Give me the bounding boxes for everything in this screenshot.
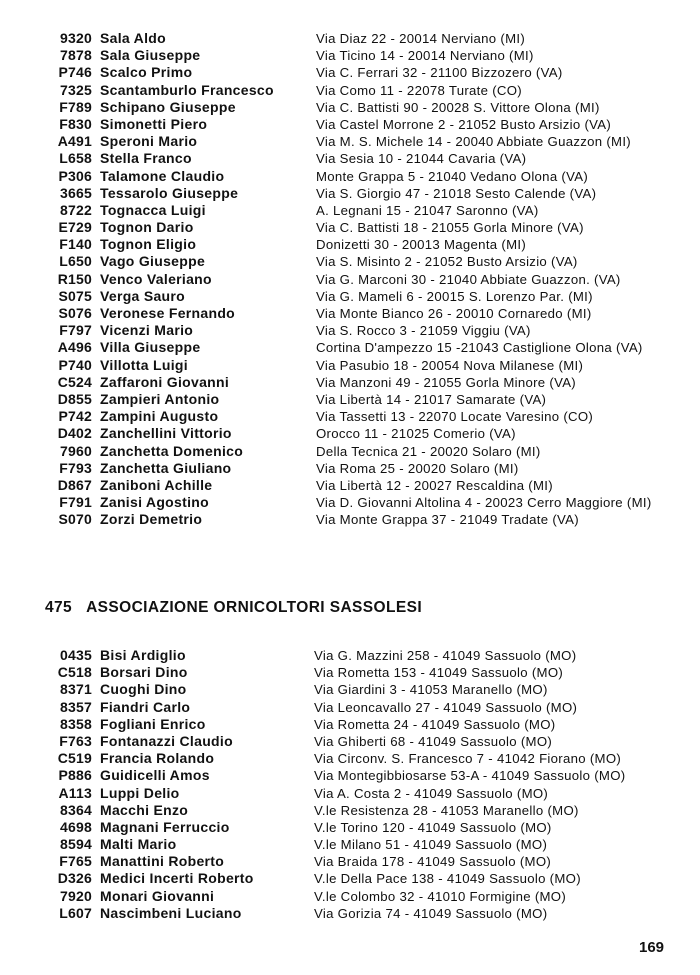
member-name: Verga Sauro: [100, 287, 186, 304]
member-name: Fogliani Enrico: [100, 715, 206, 732]
member-code: P306: [58, 167, 92, 184]
member-code: 8722: [60, 201, 92, 218]
member-address: V.le Torino 120 - 41049 Sassuolo (MO): [314, 819, 552, 835]
list-item: [0, 785, 700, 802]
member-code: A491: [57, 133, 92, 150]
member-code: C524: [57, 373, 92, 390]
member-address: Via M. S. Michele 14 - 20040 Abbiate Guazzon (MI): [316, 134, 631, 150]
list-item: [0, 185, 700, 202]
member-code: 8594: [60, 836, 92, 853]
member-code: F763: [59, 732, 92, 749]
list-item: [0, 374, 700, 391]
member-name: Villa Giuseppe: [100, 339, 201, 356]
list-item: [0, 836, 700, 853]
member-name: Tognacca Luigi: [100, 201, 206, 218]
list-item: [0, 460, 700, 477]
member-address: Via Castel Morrone 2 - 21052 Busto Arsizio (VA): [316, 116, 612, 132]
member-code: D326: [57, 870, 92, 887]
member-address: Via Roma 25 - 20020 Solaro (MI): [316, 460, 519, 476]
member-address: Via Monte Bianco 26 - 20010 Cornaredo (MI): [316, 306, 592, 321]
member-address: Via Montegibbiosarse 53-A - 41049 Sassuolo (MO): [314, 768, 626, 784]
member-code: P886: [58, 767, 92, 784]
member-address: Donizetti 30 - 20013 Magenta (MI): [316, 237, 527, 253]
list-item: [0, 391, 700, 408]
list-item: [0, 494, 700, 511]
member-name: Talamone Claudio: [100, 167, 225, 184]
list-item: [0, 733, 700, 750]
member-code: S076: [58, 305, 92, 321]
list-item: [0, 357, 700, 374]
list-item: [0, 271, 700, 288]
member-name: Zampini Augusto: [100, 408, 219, 425]
section-heading: [45, 599, 422, 617]
member-code: L658: [59, 150, 92, 167]
member-address: Via C. Battisti 18 - 21055 Gorla Minore (VA): [316, 220, 584, 236]
member-address: Via Sesia 10 - 21044 Cavaria (VA): [316, 151, 527, 167]
member-code: A113: [58, 784, 92, 801]
member-address: Via G. Marconi 30 - 21040 Abbiate Guazzon. (VA): [316, 271, 621, 287]
member-name: Nascimbeni Luciano: [100, 904, 242, 921]
member-code: F791: [59, 494, 92, 511]
member-address: Via Gorizia 74 - 41049 Sassuolo (MO): [314, 905, 548, 921]
member-address: Orocco 11 - 21025 Comerio (VA): [316, 426, 516, 442]
list-item: [0, 322, 700, 339]
member-code: 7960: [60, 442, 92, 459]
list-item: [0, 253, 700, 270]
member-address: Via Pasubio 18 - 20054 Nova Milanese (MI): [316, 357, 584, 373]
list-item: [0, 236, 700, 253]
section-number: 475: [45, 599, 73, 616]
list-item: [0, 168, 700, 185]
member-code: D867: [57, 476, 92, 493]
member-code: F793: [59, 459, 92, 476]
member-code: 7325: [60, 81, 92, 98]
member-name: Zorzi Demetrio: [100, 511, 203, 528]
member-code: P742: [58, 408, 92, 425]
member-address: Via Leoncavallo 27 - 41049 Sassuolo (MO): [314, 699, 578, 715]
member-name: Venco Valeriano: [100, 270, 212, 287]
member-code: 3665: [60, 184, 92, 201]
list-item: [0, 681, 700, 698]
member-code: C519: [57, 750, 92, 767]
member-code: P740: [58, 356, 92, 373]
member-address: V.le Della Pace 138 - 41049 Sassuolo (MO): [314, 871, 581, 887]
list-item: [0, 99, 700, 116]
member-address: Via S. Giorgio 47 - 21018 Sesto Calende (VA): [316, 185, 597, 201]
member-address: Via Manzoni 49 - 21055 Gorla Minore (VA): [316, 374, 576, 390]
member-address: A. Legnani 15 - 21047 Saronno (VA): [316, 202, 539, 218]
member-address: Via Rometta 153 - 41049 Sassuolo (MO): [314, 665, 564, 681]
member-name: Bisi Ardiglio: [100, 647, 186, 663]
member-code: 9320: [60, 30, 92, 46]
member-address: Via Tassetti 13 - 22070 Locate Varesino (CO): [316, 409, 594, 425]
list-item: [0, 339, 700, 356]
member-code: E729: [58, 219, 92, 236]
member-address: Via Como 11 - 22078 Turate (CO): [316, 82, 522, 98]
member-name: Luppi Delio: [100, 784, 180, 801]
member-address: Via Monte Grappa 37 - 21049 Tradate (VA): [316, 512, 579, 528]
list-item: [0, 47, 700, 64]
list-item: [0, 870, 700, 887]
member-name: Francia Rolando: [100, 750, 215, 767]
member-address: Cortina D'ampezzo 15 -21043 Castiglione Olona (VA): [316, 340, 643, 356]
member-address: V.le Milano 51 - 41049 Sassuolo (MO): [314, 837, 548, 853]
member-code: F797: [59, 322, 92, 339]
member-name: Guidicelli Amos: [100, 767, 210, 784]
list-item: [0, 30, 700, 47]
member-name: Veronese Fernando: [100, 305, 236, 321]
list-item: [0, 888, 700, 905]
member-name: Stella Franco: [100, 150, 192, 167]
member-address: Della Tecnica 21 - 20020 Solaro (MI): [316, 443, 541, 459]
member-name: Zaniboni Achille: [100, 476, 213, 493]
member-name: Simonetti Piero: [100, 115, 208, 132]
member-name: Macchi Enzo: [100, 801, 189, 818]
member-name: Malti Mario: [100, 836, 177, 853]
list-item: [0, 305, 700, 322]
member-name: Magnani Ferruccio: [100, 818, 230, 835]
member-name: Speroni Mario: [100, 133, 198, 150]
member-address: V.le Resistenza 28 - 41053 Maranello (MO): [314, 802, 579, 818]
member-code: D402: [57, 425, 92, 442]
member-address: Via S. Misinto 2 - 21052 Busto Arsizio (VA): [316, 254, 578, 270]
member-list-top: [0, 30, 700, 528]
list-item: [0, 767, 700, 784]
member-code: F140: [59, 236, 92, 253]
member-address: Via C. Battisti 90 - 20028 S. Vittore Olona (MI): [316, 99, 600, 115]
member-code: A496: [57, 339, 92, 356]
member-code: 8364: [60, 801, 92, 818]
list-item: [0, 699, 700, 716]
list-item: [0, 664, 700, 681]
member-address: Via Rometta 24 - 41049 Sassuolo (MO): [314, 716, 556, 732]
list-item: [0, 819, 700, 836]
member-code: D855: [57, 390, 92, 407]
member-code: C518: [57, 664, 92, 681]
member-code: F765: [59, 853, 92, 870]
member-name: Villotta Luigi: [100, 356, 188, 373]
member-code: L607: [59, 904, 92, 921]
member-address: Monte Grappa 5 - 21040 Vedano Olona (VA): [316, 168, 589, 184]
member-name: Borsari Dino: [100, 664, 188, 681]
member-list-bottom: [0, 647, 700, 922]
member-name: Zaffaroni Giovanni: [100, 373, 230, 390]
member-code: S075: [58, 287, 92, 304]
member-code: 8357: [60, 698, 92, 715]
list-item: [0, 288, 700, 305]
member-name: Zanchetta Giuliano: [100, 459, 232, 476]
member-name: Sala Aldo: [100, 30, 166, 46]
list-item: [0, 443, 700, 460]
list-item: [0, 116, 700, 133]
member-address: Via Braida 178 - 41049 Sassuolo (MO): [314, 854, 552, 870]
member-name: Tognon Eligio: [100, 236, 197, 253]
list-item: [0, 905, 700, 922]
list-item: [0, 750, 700, 767]
member-name: Fontanazzi Claudio: [100, 732, 233, 749]
member-name: Zampieri Antonio: [100, 390, 220, 407]
list-item: [0, 425, 700, 442]
member-address: Via A. Costa 2 - 41049 Sassuolo (MO): [314, 785, 549, 801]
list-item: [0, 150, 700, 167]
member-code: 4698: [60, 818, 92, 835]
page-number: 169: [639, 939, 665, 956]
member-name: Medici Incerti Roberto: [100, 870, 254, 887]
member-name: Zanchellini Vittorio: [100, 425, 232, 442]
member-name: Zanisi Agostino: [100, 494, 209, 511]
member-address: Via D. Giovanni Altolina 4 - 20023 Cerro Maggiore (MI): [316, 495, 652, 511]
member-name: Zanchetta Domenico: [100, 442, 244, 459]
member-code: P746: [58, 64, 92, 81]
list-item: [0, 647, 700, 664]
list-item: [0, 802, 700, 819]
list-item: [0, 133, 700, 150]
member-address: Via G. Mameli 6 - 20015 S. Lorenzo Par. (MI): [316, 288, 593, 304]
member-name: Scalco Primo: [100, 64, 193, 81]
member-code: 8358: [60, 715, 92, 732]
member-name: Tessarolo Giuseppe: [100, 184, 239, 201]
list-item: [0, 219, 700, 236]
member-code: 8371: [60, 681, 92, 698]
member-code: 0435: [60, 647, 92, 663]
member-address: Via Diaz 22 - 20014 Nerviano (MI): [316, 31, 526, 46]
member-name: Monari Giovanni: [100, 887, 215, 904]
member-name: Sala Giuseppe: [100, 47, 201, 64]
section-title: ASSOCIAZIONE ORNICOLTORI SASSOLESI: [86, 599, 423, 616]
member-name: Fiandri Carlo: [100, 698, 191, 715]
list-item: [0, 82, 700, 99]
member-name: Cuoghi Dino: [100, 681, 187, 698]
list-item: [0, 511, 700, 528]
list-item: [0, 853, 700, 870]
member-address: Via Giardini 3 - 41053 Maranello (MO): [314, 682, 548, 698]
member-code: 7920: [60, 887, 92, 904]
member-name: Manattini Roberto: [100, 853, 225, 870]
list-item: [0, 716, 700, 733]
member-address: Via Ticino 14 - 20014 Nerviano (MI): [316, 48, 534, 64]
member-code: R150: [57, 270, 92, 287]
member-code: L650: [59, 253, 92, 270]
member-name: Schipano Giuseppe: [100, 98, 236, 115]
member-address: Via G. Mazzini 258 - 41049 Sassuolo (MO): [314, 648, 577, 663]
member-code: F830: [59, 115, 92, 132]
member-code: 7878: [60, 47, 92, 64]
member-address: Via Circonv. S. Francesco 7 - 41042 Fiorano (MO): [314, 751, 622, 767]
member-name: Tognon Dario: [100, 219, 194, 236]
list-item: [0, 202, 700, 219]
list-item: [0, 408, 700, 425]
member-code: F789: [59, 98, 92, 115]
list-item: [0, 64, 700, 81]
member-code: S070: [58, 511, 92, 528]
member-address: V.le Colombo 32 - 41010 Formigine (MO): [314, 888, 567, 904]
member-address: Via C. Ferrari 32 - 21100 Bizzozero (VA): [316, 65, 563, 81]
member-name: Scantamburlo Francesco: [100, 81, 274, 98]
member-name: Vicenzi Mario: [100, 322, 194, 339]
member-address: Via Ghiberti 68 - 41049 Sassuolo (MO): [314, 733, 553, 749]
list-item: [0, 477, 700, 494]
member-address: Via Libertà 14 - 21017 Samarate (VA): [316, 391, 547, 407]
member-address: Via Libertà 12 - 20027 Rescaldina (MI): [316, 477, 553, 493]
member-address: Via S. Rocco 3 - 21059 Viggiu (VA): [316, 323, 531, 339]
member-name: Vago Giuseppe: [100, 253, 206, 270]
